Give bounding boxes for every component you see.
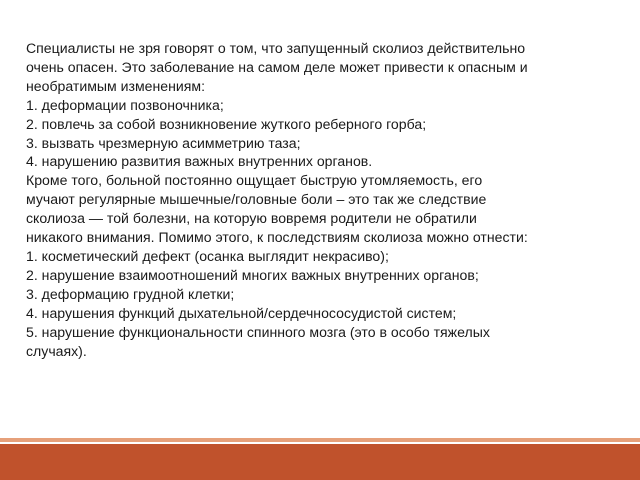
list-item: 5. нарушение функциональности спинного мозга (это в особо тяжелых <box>26 323 490 340</box>
text-line: никакого внимания. Помимо этого, к последствиям сколиоза можно отнести: <box>26 229 528 246</box>
body-text <box>26 39 620 360</box>
list-item: 1. деформации позвоночника; <box>26 96 224 113</box>
text-line: мучают регулярные мышечные/головные боли – это так же следствие <box>26 191 487 208</box>
text-line: необратимым изменениям: <box>26 77 206 94</box>
text-line: сколиоза — той болезни, на которую вовремя родители не обратили <box>26 210 477 227</box>
list-item: случаях). <box>26 342 87 359</box>
list-item: 1. косметический дефект (осанка выглядит некрасиво); <box>26 247 389 264</box>
list-item: 4. нарушения функций дыхательной/сердечнососудистой систем; <box>26 304 457 321</box>
list-item: 2. нарушение взаимоотношений многих важных внутренних органов; <box>26 266 479 283</box>
footer-band <box>0 444 640 480</box>
list-item: 3. деформацию грудной клетки; <box>26 285 235 302</box>
list-item: 3. вызвать чрезмерную асимметрию таза; <box>26 134 301 151</box>
list-item: 2. повлечь за собой возникновение жуткого реберного горба; <box>26 115 427 132</box>
list-item: 4. нарушению развития важных внутренних органов. <box>26 153 373 170</box>
text-line: Специалисты не зря говорят о том, что запущенный сколиоз действительно <box>26 40 526 56</box>
footer-accent-line <box>0 438 640 442</box>
text-line: Кроме того, больной постоянно ощущает быструю утомляемость, его <box>26 172 483 189</box>
text-line: очень опасен. Это заболевание на самом деле может привести к опасным и <box>26 58 528 75</box>
